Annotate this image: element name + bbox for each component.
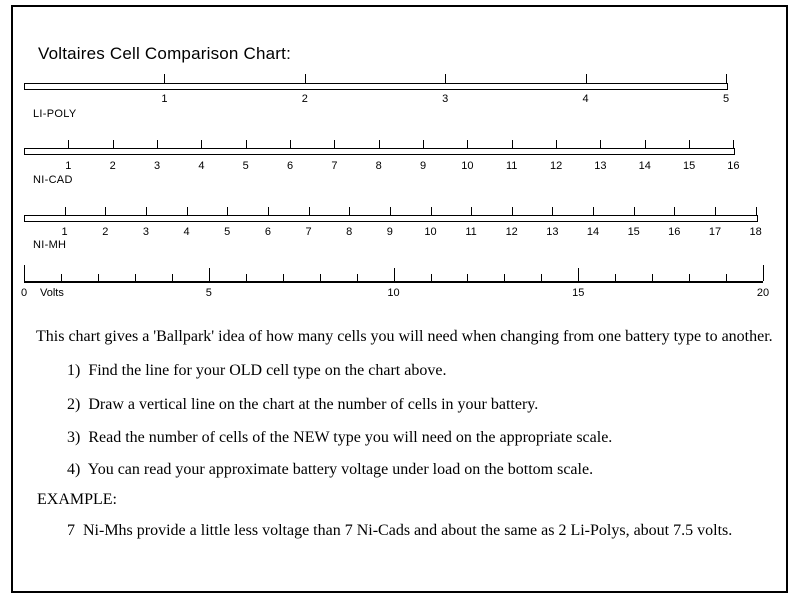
volts-tick-12 <box>467 274 468 281</box>
scale-tick-ni-cad-6 <box>290 140 291 148</box>
scale-tick-label-ni-mh-3: 3 <box>142 226 149 238</box>
scale-tick-ni-cad-14 <box>645 140 646 148</box>
instruction-step-2: 2) Draw a vertical line on the chart at the number of cells in your battery. <box>67 396 539 413</box>
volts-tick-1 <box>61 274 62 281</box>
volts-tick-20 <box>763 265 764 281</box>
scale-tick-ni-cad-8 <box>379 140 380 148</box>
scale-tick-label-li-poly-4: 4 <box>582 93 589 105</box>
scale-tick-label-ni-cad-10: 10 <box>461 160 474 172</box>
scale-tick-label-ni-cad-2: 2 <box>109 160 116 172</box>
scale-tick-label-ni-cad-6: 6 <box>286 160 294 172</box>
scale-tick-label-ni-mh-12: 12 <box>505 226 518 238</box>
scale-tick-ni-mh-13 <box>552 207 553 215</box>
instruction-step-1: 1) Find the line for your OLD cell type on the chart above. <box>67 362 447 379</box>
scale-tick-label-ni-mh-10: 10 <box>424 226 437 238</box>
scale-bar-ni-cad <box>24 148 735 155</box>
scale-tick-label-ni-cad-5: 5 <box>242 160 249 172</box>
scale-tick-label-li-poly-2: 2 <box>301 93 308 105</box>
scale-tick-label-li-poly-5: 5 <box>722 93 730 105</box>
scale-tick-label-ni-cad-15: 15 <box>682 160 696 172</box>
scale-tick-ni-cad-9 <box>423 140 424 148</box>
chart-title: Voltaires Cell Comparison Chart: <box>38 44 291 63</box>
volts-tick-6 <box>246 274 247 281</box>
scale-tick-label-ni-cad-4: 4 <box>198 160 205 172</box>
scale-tick-ni-cad-16 <box>733 140 734 148</box>
example-heading: EXAMPLE: <box>37 491 117 508</box>
scale-label-ni-mh: NI-MH <box>33 239 67 251</box>
scale-bar-li-poly <box>24 83 728 90</box>
scale-tick-ni-cad-12 <box>556 140 557 148</box>
intro-text: This chart gives a 'Ballpark' idea of how many cells you will need when changing from one battery type to another. <box>36 328 773 345</box>
scale-tick-label-ni-cad-3: 3 <box>153 160 161 172</box>
scale-tick-li-poly-3 <box>445 74 446 83</box>
scale-tick-label-ni-cad-8: 8 <box>375 160 382 172</box>
scale-tick-ni-mh-4 <box>187 207 188 215</box>
volts-tick-14 <box>541 274 542 281</box>
scale-bar-ni-mh <box>24 215 758 222</box>
volts-tick-18 <box>689 274 690 281</box>
volts-tick-0 <box>24 265 25 281</box>
volts-tick-3 <box>135 274 136 281</box>
volts-tick-11 <box>431 274 432 281</box>
volts-tick-label-10: 10 <box>387 287 400 299</box>
scale-tick-label-ni-cad-14: 14 <box>638 160 651 172</box>
scale-tick-label-ni-cad-7: 7 <box>331 160 338 172</box>
scale-tick-ni-cad-15 <box>689 140 690 148</box>
scale-tick-label-ni-mh-4: 4 <box>183 226 190 238</box>
scale-tick-ni-mh-11 <box>471 207 472 215</box>
volts-tick-7 <box>283 274 284 281</box>
volts-tick-15 <box>578 268 579 281</box>
scale-tick-li-poly-1 <box>164 74 165 83</box>
scale-tick-label-ni-mh-15: 15 <box>627 226 640 238</box>
scale-label-ni-cad: NI-CAD <box>33 174 73 186</box>
volts-tick-19 <box>726 274 727 281</box>
scale-tick-ni-mh-9 <box>390 207 391 215</box>
volts-tick-label-5: 5 <box>205 287 212 299</box>
scale-tick-ni-cad-10 <box>467 140 468 148</box>
scale-tick-label-ni-cad-9: 9 <box>420 160 427 172</box>
scale-tick-label-ni-mh-1: 1 <box>61 226 68 238</box>
scale-tick-label-ni-mh-8: 8 <box>346 226 353 238</box>
volts-tick-10 <box>394 268 395 281</box>
scale-tick-li-poly-4 <box>586 74 587 83</box>
scale-tick-label-ni-cad-1: 1 <box>65 160 72 172</box>
volts-tick-8 <box>320 274 321 281</box>
scale-tick-ni-mh-6 <box>268 207 269 215</box>
example-text: 7 Ni-Mhs provide a little less voltage than 7 Ni-Cads and about the same as 2 Li-Polys, about 7.5 volts. <box>67 522 733 539</box>
scale-tick-ni-cad-5 <box>246 140 247 148</box>
scale-tick-label-ni-mh-17: 17 <box>708 226 722 238</box>
volts-tick-label-20: 20 <box>756 287 770 299</box>
scale-tick-ni-mh-12 <box>512 207 513 215</box>
volts-tick-4 <box>172 274 173 281</box>
scale-tick-ni-mh-2 <box>105 207 106 215</box>
volts-tick-9 <box>357 274 358 281</box>
volts-tick-13 <box>504 274 505 281</box>
scale-tick-ni-mh-17 <box>715 207 716 215</box>
volts-axis-line <box>24 281 763 283</box>
scale-tick-label-li-poly-1: 1 <box>161 93 168 105</box>
scale-tick-ni-cad-11 <box>512 140 513 148</box>
scale-tick-label-ni-cad-13: 13 <box>594 160 607 172</box>
instruction-step-3: 3) Read the number of cells of the NEW type you will need on the appropriate scale. <box>67 429 613 446</box>
scale-tick-ni-cad-7 <box>334 140 335 148</box>
scale-tick-label-ni-cad-11: 11 <box>505 160 518 172</box>
scale-tick-ni-cad-2 <box>113 140 114 148</box>
scale-tick-ni-mh-14 <box>593 207 594 215</box>
scale-tick-label-ni-mh-6: 6 <box>264 226 271 238</box>
scale-tick-ni-mh-3 <box>146 207 147 215</box>
volts-tick-label-15: 15 <box>572 287 585 299</box>
scale-tick-label-ni-mh-13: 13 <box>546 226 559 238</box>
volts-tick-16 <box>615 274 616 281</box>
instruction-step-4: 4) You can read your approximate battery voltage under load on the bottom scale. <box>67 461 594 478</box>
scale-tick-ni-cad-4 <box>201 140 202 148</box>
volts-tick-5 <box>209 268 210 281</box>
scale-tick-label-ni-mh-9: 9 <box>386 226 393 238</box>
volts-tick-label-0: 0 <box>20 287 28 299</box>
scale-tick-label-ni-mh-16: 16 <box>668 226 681 238</box>
scale-tick-ni-mh-1 <box>65 207 66 215</box>
scale-tick-ni-mh-18 <box>756 207 757 215</box>
scale-tick-label-ni-cad-16: 16 <box>727 160 740 172</box>
scale-tick-ni-mh-8 <box>349 207 350 215</box>
scale-tick-label-ni-mh-2: 2 <box>102 226 109 238</box>
scale-tick-label-ni-mh-11: 11 <box>465 226 477 238</box>
scale-tick-ni-mh-15 <box>634 207 635 215</box>
scale-tick-ni-cad-1 <box>68 140 69 148</box>
volts-tick-17 <box>652 274 653 281</box>
scale-tick-label-ni-mh-5: 5 <box>224 226 231 238</box>
scale-tick-ni-mh-10 <box>431 207 432 215</box>
scale-tick-label-ni-mh-14: 14 <box>586 226 600 238</box>
volts-axis-unit-label: Volts <box>40 287 64 299</box>
scale-tick-label-li-poly-3: 3 <box>442 93 449 105</box>
scale-tick-ni-cad-3 <box>157 140 158 148</box>
scale-tick-label-ni-cad-12: 12 <box>549 160 563 172</box>
scale-tick-li-poly-2 <box>305 74 306 83</box>
scale-tick-li-poly-5 <box>726 74 727 83</box>
scale-tick-ni-mh-16 <box>674 207 675 215</box>
scale-tick-label-ni-mh-18: 18 <box>749 226 762 238</box>
scale-tick-ni-cad-13 <box>600 140 601 148</box>
volts-tick-2 <box>98 274 99 281</box>
scale-tick-label-ni-mh-7: 7 <box>305 226 312 238</box>
scale-tick-ni-mh-7 <box>309 207 310 215</box>
scale-tick-ni-mh-5 <box>227 207 228 215</box>
scale-label-li-poly: LI-POLY <box>33 108 77 120</box>
